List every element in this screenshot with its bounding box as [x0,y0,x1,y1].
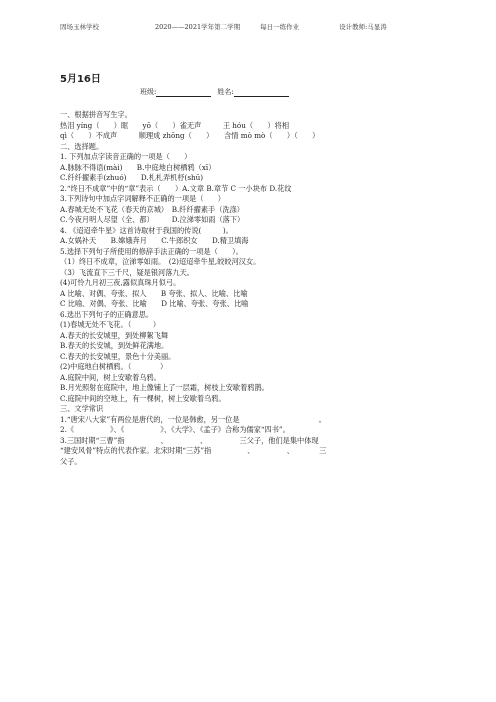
worksheet-line: C 比喻、对偶、夸张、比喻 D 比喻、夸张、夸张、比喻 [60,299,249,308]
class-label: 班级: [140,88,157,96]
class-blank[interactable] [156,88,211,97]
worksheet-line: 5.选择下列句子所使用的修辞手法正确的一项是（ ）。 [60,246,243,256]
worksheet-line: C.春天的长安城里，景色十分美丽。 [60,351,176,361]
worksheet-line: (1)春城无处不飞花。（ ） [60,320,161,329]
worksheet-line: A.春天的长安城里，到处柳絮飞舞 [60,330,169,340]
worksheet-line: qì（ ）不成声 顺理成 zhōng（ ） 含情 mò mò（ ）（ ） [60,131,320,140]
worksheet-line: 1. 下列加点字读音正确的一项是（ ） [60,152,192,161]
worksheet-line: C.庭院中间的空地上，有一棵树，树上安歇着乌鸦。 [60,393,226,403]
worksheet-line: 1.“唐宋八大家”有两位是唐代的，一位是韩愈，另一位是 。 [60,414,326,424]
name-label: 姓名: [217,88,234,96]
worksheet-line: 2.“终日不成章”中的“章”表示（ ）A.文章 B.章节 C 一小块布 D.花纹 [60,183,292,193]
worksheet-line: “建安风骨”特点的代表作家。北宋时期“三苏”指 、 、 三 [60,446,327,455]
worksheet-line: （3）飞流直下三千尺，疑是银河落九天。 [60,267,194,277]
worksheet-line: A.庭院中间，树上安歇着乌鸦。 [60,372,161,382]
worksheet-line: 6.选出下列句子的正确意思。 [60,309,154,319]
worksheet-line: 三、文学常识 [60,404,104,413]
worksheet-line: （1）终日不成章，泣涕零如雨。 (2)迢迢牵牛星,皎皎河汉女。 [60,257,261,266]
worksheet-line: A.脉脉不得语(mài) B.中庭地白树栖鸦（xī） [60,162,216,172]
worksheet-line: C.今夜月明人尽望（全、都） D.泣涕零如雨（落下） [60,215,245,224]
worksheet-line: A 比喻、对偶、夸张、拟人 B 夸张、拟人、比喻、比喻 [60,288,248,298]
header-year: 2020——2021学年第二学期 [155,23,241,31]
worksheet-line: 一、根据拼音写生字。 [60,110,132,119]
worksheet-content [60,110,460,467]
worksheet-line: A.春城无处不飞花（春天的京城） B.纤纤擢素手（洗涤） [60,204,244,214]
header-school: 固场玉林学校 [60,23,99,31]
worksheet-line: 4. 《迢迢牵牛星》这首诗取材于我国的传说( )。 [60,225,233,235]
worksheet-line: (4)可怜九月初三夜,露似真珠月似弓。 [60,278,181,287]
worksheet-line: 3.三国时期“三曹”指 、 、 三父子，他们是集中体现 [60,435,319,445]
name-blank[interactable] [234,88,289,97]
worksheet-line: 热泪 yíng（ ）眶 yō（ ）雀无声 王 hóu（ ）将相 [60,120,290,130]
worksheet-line: A.女娲补天 B.嫦娥奔月 C.牛郎织女 D.精卫填海 [60,236,249,245]
header-teacher: 设计教师:马显涛 [339,23,387,31]
page-date: 5月16日 [60,74,101,85]
worksheet-line: 3.下列诗句中加点字词解释不正确的一项是（ ） [60,194,225,203]
worksheet-line: 二、选择题。 [60,141,104,151]
class-name-line [140,87,289,97]
header-title: 每日一练作业 [260,23,300,31]
worksheet-line: 2.《 》、《 》、《大学》、《孟子》合称为儒家“四书”。 [60,425,290,434]
page-header [60,22,440,31]
worksheet-line: 父子。 [60,456,82,466]
worksheet-line: B.春天的长安城，到处鲜花满地。 [60,341,169,350]
worksheet-line: B.月光照射在庭院中，地上像铺上了一层霜，树枝上安歇着鸦鹊。 [60,383,269,392]
worksheet-line: (2)中庭地白树栖鸦。（ ） [60,362,168,371]
worksheet-line: C.纤纤擢素手(zhuó) D.札札弄机杼(shū) [60,173,204,182]
